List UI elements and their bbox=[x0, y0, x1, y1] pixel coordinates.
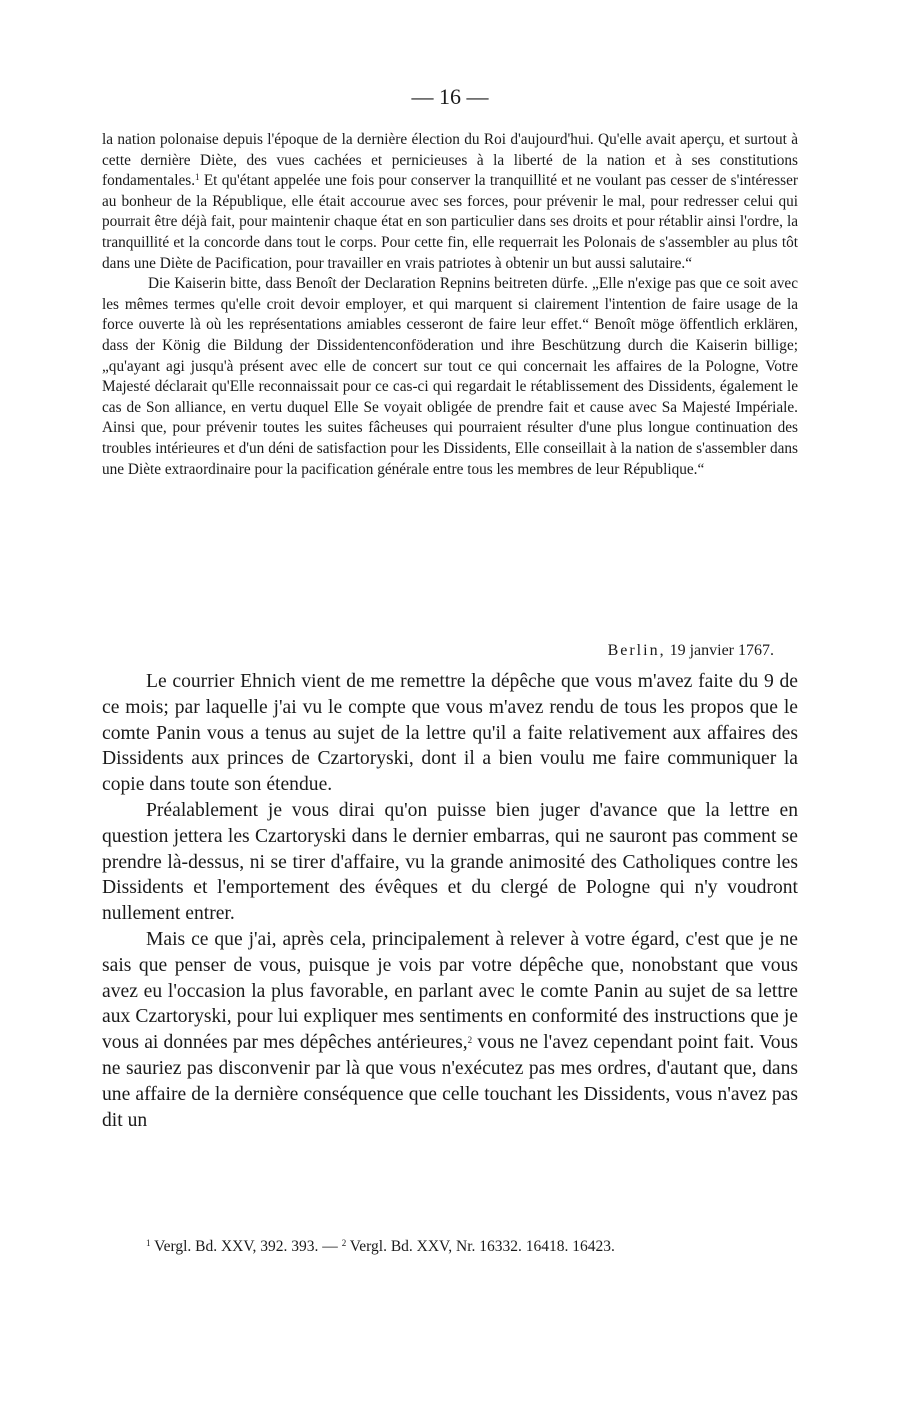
letter-text: Mais ce que j'ai, après cela, principalement à relever à votre égard, c'est que je ne sais que penser de vous, puisque je vois par votre dépêche que, nonobstant que vous avez eu l'occasion la plus favorable, en parlant avec le comte Panin au sujet de sa lettre aux Czartoryski, pour lui expliquer mes sentiments en conformité des instructions que je vous ai données par mes dépêches antérieures, bbox=[102, 928, 798, 1054]
dateline-place: Berlin, bbox=[607, 642, 666, 659]
letter-body bbox=[102, 669, 798, 1133]
quote-text-continued: Et qu'étant appelée une fois pour conserver la tranquillité et ne voulant pas cesser de s'intéresser au bonheur de la République, elle était accourue avec ses forces, pour prévenir le mal, pour redresser celui qui pourrait être déjà fait, pour maintenir chaque état en son particulier dans ses droits et pour rétablir ainsi l'ordre, la tranquillité et la concorde dans tout le corps. Pour cette fin, elle requerrait les Polonais de s'assembler au plus tôt dans une Diète de Pacification, pour travailler en vrais patriotes à obtenir un but aussi salutaire.“ bbox=[102, 172, 798, 272]
footnotes bbox=[102, 1236, 798, 1258]
letter-paragraph-2: Préalablement je vous dirai qu'on puisse bien juger d'avance que la lettre en question jettera les Czartoryski dans le dernier embarras, qui ne sauront pas comment se prendre là-dessus, ni se tirer d'affaire, vu la grande animosité des Catholiques contre les Dissidents et l'emportement des évêques et du clergé de Pologne qui n'y voudront nullement entrer. bbox=[102, 799, 798, 925]
quote-block bbox=[102, 130, 798, 480]
footnote-line bbox=[102, 1236, 798, 1258]
footnote-2-text: Vergl. Bd. XXV, Nr. 16332. 16418. 16423. bbox=[346, 1238, 615, 1255]
footnote-1-text: Vergl. Bd. XXV, 392. 393. — bbox=[150, 1238, 342, 1255]
letter-paragraph-3 bbox=[102, 927, 798, 1133]
quote-text: la nation polonaise depuis l'époque de la dernière élection du Roi d'aujourd'hui. Qu'elle avait aperçu, et surtout à cette dernière Diète, des vues cachées et pernicieuses à la liberté de la nation et à ses constitutions fondamentales. bbox=[102, 131, 798, 190]
quote-paragraph-2: Die Kaiserin bitte, dass Benoît der Declaration Repnins beitreten dürfe. „Elle n'exige pas que ce soit avec les mêmes termes qu'elle croit devoir employer, et qui marquent si clairement l'intention de faire usage de la force ouverte là où les représentations amiables cesseront de faire leur effet.“ Benoît möge öffentlich erklären, dass der König die Bildung der Dissidentenconföderation und ihre Beschützung durch die Kaiserin billige; „qu'ayant agi jusqu'à présent avec elle de concert sur tout ce qui concernait les affaires de la Pologne, Votre Majesté déclarait qu'Elle reconnaissait pour ce cas-ci qui regardait le rétablissement des Dissidents, également le cas de Son alliance, en vertu duquel Elle Se voyait obligée de prendre fait et cause avec Sa Majesté Impériale. Ainsi que, pour prévenir toutes les suites fâcheuses qui pourraient résulter d'une plus longue continuation des troubles intérieures et d'un déni de satisfaction pour les Dissidents, Elle conseillait à la nation de s'assembler dans une Diète extraordinaire pour la pacification générale entre tous les membres de leur République.“ bbox=[102, 275, 798, 478]
dateline-date: 19 janvier 1767. bbox=[665, 642, 774, 659]
letter-text-continued: vous ne l'avez cependant point fait. Vous ne sauriez pas disconvenir par là que vous n'exécutez pas mes ordres, d'autant que, dans une affaire de la dernière conséquence que celle touchant les Dissidents, vous n'avez pas dit un bbox=[102, 1032, 798, 1131]
footnote-mark-1: 1 bbox=[146, 1238, 151, 1248]
footnote-ref-1: 1 bbox=[195, 172, 200, 183]
quote-paragraph-1 bbox=[102, 130, 798, 274]
footnote-mark-2: 2 bbox=[341, 1238, 347, 1248]
footnote-ref-2: 2 bbox=[467, 1035, 473, 1046]
page-number: — 16 — bbox=[411, 84, 489, 109]
dateline bbox=[102, 640, 774, 662]
letter-paragraph-1: Le courrier Ehnich vient de me remettre la dépêche que vous m'avez faite du 9 de ce mois; par laquelle j'ai vu le compte que vous m'avez rendu de tous les propos que le comte Panin vous a tenus au sujet de la lettre qu'il a faite relativement aux affaires des Dissidents aux princes de Czartoryski, dont il a bien voulu me faire communiquer la copie dans toute son étendue. bbox=[102, 671, 798, 796]
